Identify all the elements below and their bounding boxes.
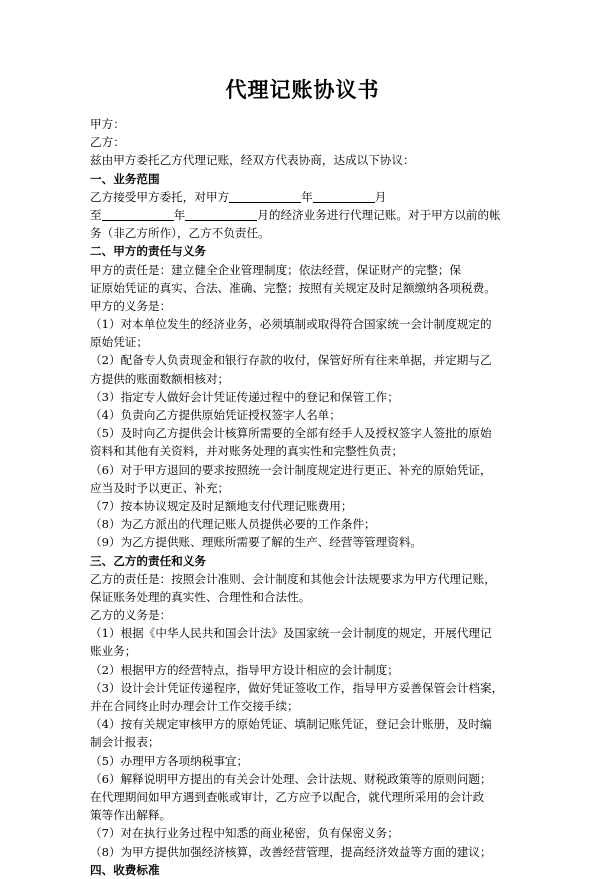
section-3-line: （2）根据甲方的经营特点，指导甲方设计相应的会计制度； bbox=[90, 662, 399, 677]
section-3-line: （8）为甲方提供加强经济核算，改善经营管理，提高经济效益等方面的建议； bbox=[90, 844, 492, 859]
section-1-heading: 一、业务范围 bbox=[90, 171, 160, 186]
intro-line: 兹由甲方委托乙方代理记账，经双方代表协商，达成以下协议： bbox=[90, 153, 415, 168]
section-2-line: （9）为乙方提供账、理账所需要了解的生产、经营等管理资料。 bbox=[90, 535, 423, 550]
service-period-text-1c: 月 bbox=[374, 189, 387, 204]
end-year-blank bbox=[102, 207, 174, 221]
section-3-line: （7）对在执行业务过程中知悉的商业秘密，负有保密义务； bbox=[90, 826, 399, 841]
section-2-line: （6）对于甲方退回的要求按照统一会计制度规定进行更正、补充的原始凭证， bbox=[90, 462, 492, 477]
section-3-line: 在代理期间如甲方遇到查帐或审计，乙方应予以配合，就代理所采用的会计政 bbox=[90, 789, 485, 804]
section-2-line: （2）配备专人负责现金和银行存款的收付，保管好所有往来单据，并定期与乙 bbox=[90, 353, 492, 368]
service-period-line-3: 务（非乙方所作），乙方不负责任。 bbox=[90, 226, 270, 241]
section-2-line: 证原始凭证的真实、合法、准确、完整；按照有关规定及时足额缴纳各项税费。 bbox=[90, 280, 496, 295]
service-period-text-1b: 年 bbox=[301, 189, 313, 204]
end-month-blank bbox=[185, 207, 257, 221]
service-period-line-2 bbox=[90, 206, 515, 224]
section-3-line: （1）根据《中华人民共和国会计法》及国家统一会计制度的规定，开展代理记 bbox=[90, 626, 492, 641]
party-a-line: 甲方： bbox=[90, 117, 125, 131]
service-period-line-1 bbox=[90, 188, 515, 206]
section-2-line: 资料和其他有关资料，并对账务处理的真实性和完整性负责； bbox=[90, 444, 404, 459]
section-3-line: 制会计报表； bbox=[90, 735, 160, 750]
section-2-line: 甲方的责任是：建立健全企业管理制度；依法经营，保证财产的完整；保 bbox=[90, 262, 462, 277]
section-3-heading: 三、乙方的责任和义务 bbox=[90, 553, 206, 568]
section-3-line: 策等作出解释。 bbox=[90, 808, 172, 823]
section-3-line: 保证账务处理的真实性、合理性和合法性。 bbox=[90, 589, 311, 604]
service-period-text-2b: 年 bbox=[173, 207, 186, 222]
section-3-line: （5）办理甲方各项纳税事宜； bbox=[90, 753, 249, 768]
section-3-line: 并在合同终止时办理会计工作交接手续； bbox=[90, 699, 299, 713]
document-body bbox=[90, 115, 515, 879]
section-2-line: 应当及时予以更正、补充； bbox=[90, 480, 230, 495]
section-2-line: （1）对本单位发生的经济业务，必须填制或取得符合国家统一会计制度规定的 bbox=[90, 317, 492, 332]
party-b-line: 乙方： bbox=[90, 135, 125, 150]
section-3-line: 乙方的责任是：按照会计准则、会计制度和其他会计法规要求为甲方代理记账， bbox=[90, 571, 496, 586]
start-month-blank bbox=[313, 189, 375, 203]
section-2-line: 原始凭证； bbox=[90, 335, 148, 350]
section-2-line: （8）为乙方派出的代理记账人员提供必要的工作条件； bbox=[90, 517, 376, 532]
document-title: 代理记账协议书 bbox=[225, 78, 380, 102]
service-period-text-2c: 月的经济业务进行代理记账。对于甲方以前的帐 bbox=[257, 207, 501, 222]
section-2-line: （5）及时向乙方提供会计核算所需要的全部有经手人及授权签字人签批的原始 bbox=[90, 426, 492, 441]
service-period-text-2a: 至 bbox=[90, 207, 102, 222]
start-year-blank bbox=[229, 189, 301, 203]
service-period-text-1a: 乙方接受甲方委托，对甲方 bbox=[90, 189, 230, 204]
section-3-line: （4）按有关规定审核甲方的原始凭证、填制记账凭证，登记会计账册，及时编 bbox=[90, 717, 492, 732]
section-3-line: （6）解释说明甲方提出的有关会计处理、会计法规、财税政策等的原则问题； bbox=[90, 771, 492, 786]
section-2-line: （3）指定专人做好会计凭证传递过程中的登记和保管工作； bbox=[90, 389, 399, 404]
section-3-line: 乙方的义务是： bbox=[90, 608, 172, 623]
section-4-heading: 四、收费标准 bbox=[90, 862, 160, 877]
section-3-line: 账业务； bbox=[90, 644, 137, 659]
section-2-line: 甲方的义务是： bbox=[90, 298, 172, 313]
section-2-line: （7）按本协议规定及时足额地支付代理记账费用； bbox=[90, 498, 353, 513]
section-2-line: 方提供的账面数额相核对； bbox=[90, 371, 230, 386]
section-3-line: （3）设计会计凭证传递程序，做好凭证签收工作，指导甲方妥善保管会计档案， bbox=[90, 680, 504, 695]
section-2-line: （4）负责向乙方提供原始凭证授权签字人名单； bbox=[90, 408, 341, 422]
section-2-heading: 二、甲方的责任与义务 bbox=[90, 244, 206, 259]
